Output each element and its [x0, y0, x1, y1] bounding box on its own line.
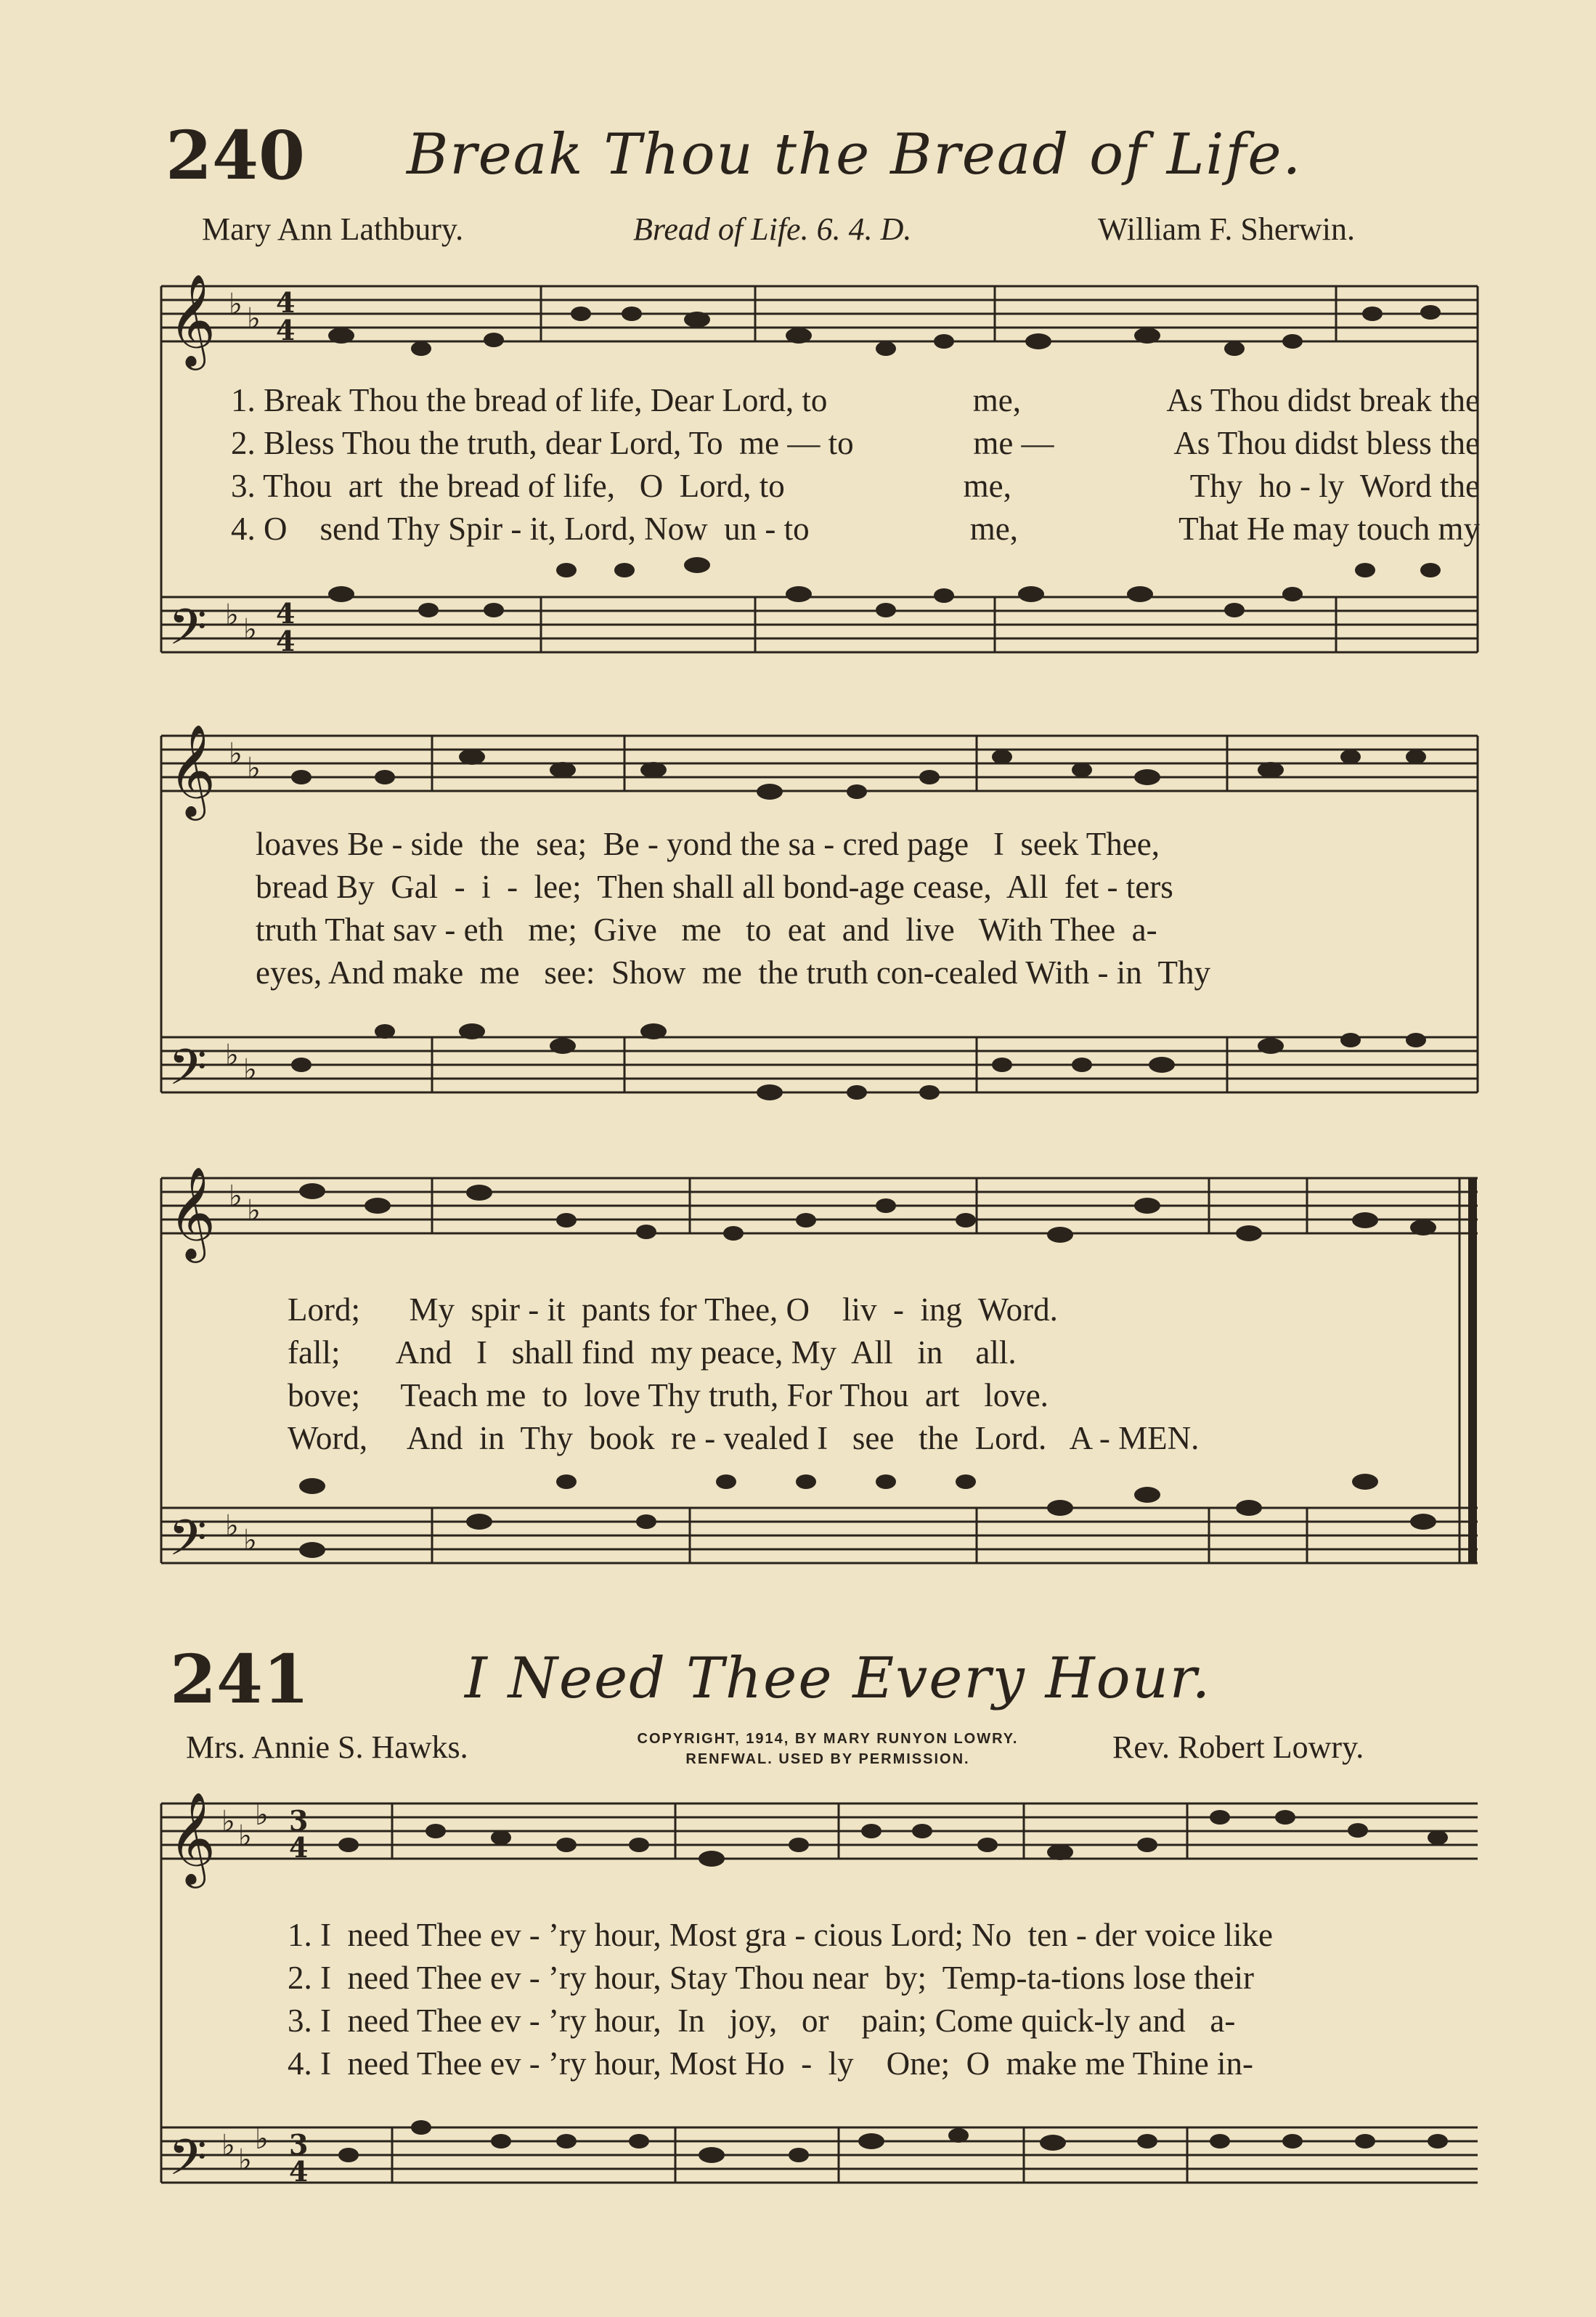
lyric-segment: As Thou didst bless the — [1173, 425, 1480, 461]
lyric-line: bove; Teach me to love Thy truth, For Thou art love. — [288, 1377, 1049, 1413]
svg-text:4: 4 — [289, 1831, 309, 1864]
hymn-author: Mrs. Annie S. Hawks. — [186, 1729, 468, 1765]
svg-text:♭: ♭ — [238, 1819, 252, 1853]
svg-text:𝄢: 𝄢 — [168, 1510, 207, 1579]
svg-text:𝄞: 𝄞 — [168, 1166, 216, 1259]
svg-text:4: 4 — [289, 2155, 309, 2188]
hymn-title: Break Thou the Bread of Life. — [407, 122, 1303, 187]
lyric-segment: me, — [963, 468, 1011, 504]
lyric-line — [231, 381, 1480, 419]
lyric-line: Word, And in Thy book re - vealed I see the Lord. A - MEN. — [288, 1420, 1200, 1456]
svg-text:4: 4 — [276, 286, 296, 319]
lyric-segment: 2. Bless Thou the truth, dear Lord, To me — to — [231, 425, 854, 461]
svg-text:𝄞: 𝄞 — [168, 1791, 216, 1884]
svg-text:♭: ♭ — [255, 1798, 269, 1832]
lyric-segment: 3. Thou art the bread of life, O Lord, to — [231, 468, 785, 504]
lyric-line: loaves Be - side the sea; Be - yond the sa - cred page I seek Thee, — [256, 826, 1160, 862]
svg-text:♭: ♭ — [225, 598, 239, 632]
lyric-segment: 4. O send Thy Spir - it, Lord, Now un - to — [231, 511, 810, 547]
svg-text:♭: ♭ — [225, 1039, 239, 1072]
hymn-number: 240 — [166, 116, 306, 195]
svg-text:♭: ♭ — [255, 2122, 269, 2156]
lyric-segment: 1. Break Thou the bread of life, Dear Lord, to — [231, 382, 828, 418]
svg-text:𝄢: 𝄢 — [168, 2130, 207, 2199]
lyric-line: eyes, And make me see: Show me the truth con-cealed With - in Thy — [256, 954, 1210, 991]
lyric-line: truth That sav - eth me; Give me to eat and live With Thee a- — [256, 912, 1157, 948]
svg-text:♭: ♭ — [221, 1805, 235, 1838]
svg-text:♭: ♭ — [243, 613, 257, 646]
hymn-tune: Bread of Life. 6. 4. D. — [633, 211, 912, 247]
lyric-segment: Thy ho - ly Word the — [1189, 468, 1480, 504]
hymn-composer: William F. Sherwin. — [1098, 211, 1356, 247]
svg-text:4: 4 — [276, 625, 296, 657]
svg-text:𝄞: 𝄞 — [168, 723, 216, 816]
copyright-line: RENFWAL. USED BY PERMISSION. — [685, 1751, 970, 1767]
svg-text:♭: ♭ — [243, 1524, 257, 1557]
hymn-author: Mary Ann Lathbury. — [202, 211, 464, 247]
svg-text:𝄞: 𝄞 — [168, 273, 216, 366]
lyric-segment: As Thou didst break the — [1166, 382, 1480, 418]
hymn-number: 241 — [170, 1640, 310, 1719]
lyric-line: fall; And I shall find my peace, My All in all. — [288, 1334, 1017, 1371]
copyright-line: COPYRIGHT, 1914, BY MARY RUNYON LOWRY. — [637, 1731, 1019, 1747]
lyric-segment: That He may touch my — [1178, 511, 1480, 547]
svg-text:♭: ♭ — [229, 288, 243, 321]
svg-text:♭: ♭ — [225, 1509, 239, 1543]
lyric-line: 2. I need Thee ev - ’ry hour, Stay Thou near by; Temp-ta-tions lose their — [288, 1960, 1254, 1996]
svg-text:♭: ♭ — [247, 1194, 261, 1228]
lyric-line: bread By Gal - i - lee; Then shall all bond-age cease, All fet - ters — [256, 869, 1173, 905]
lyric-segment: me — — [973, 425, 1054, 461]
lyric-line: 4. I need Thee ev - ’ry hour, Most Ho - ly One; O make me Thine in- — [288, 2045, 1253, 2082]
svg-text:4: 4 — [276, 314, 296, 346]
svg-text:3: 3 — [289, 2128, 309, 2161]
svg-text:♭: ♭ — [221, 2129, 235, 2162]
lyric-line: Lord; My spir - it pants for Thee, O liv - ing Word. — [288, 1291, 1058, 1328]
copyright-notice — [559, 1729, 1096, 1769]
svg-text:♭: ♭ — [229, 1180, 243, 1213]
svg-text:𝄢: 𝄢 — [168, 1039, 207, 1108]
svg-text:4: 4 — [276, 597, 296, 630]
svg-text:𝄢: 𝄢 — [168, 599, 207, 668]
lyric-line — [231, 467, 1480, 505]
lyric-line — [231, 424, 1480, 462]
lyric-segment: me, — [969, 511, 1018, 547]
lyric-line: 1. I need Thee ev - ’ry hour, Most gra - cious Lord; No ten - der voice like — [288, 1917, 1273, 1953]
svg-text:3: 3 — [289, 1804, 309, 1837]
lyric-line: 3. I need Thee ev - ’ry hour, In joy, or pain; Come quick-ly and a- — [288, 2002, 1236, 2039]
svg-text:♭: ♭ — [243, 1053, 257, 1087]
hymn-title: I Need Thee Every Hour. — [465, 1646, 1212, 1711]
svg-text:♭: ♭ — [247, 752, 261, 785]
svg-text:♭: ♭ — [247, 302, 261, 336]
lyric-segment: me, — [972, 382, 1021, 418]
svg-text:♭: ♭ — [229, 737, 243, 771]
lyric-line — [231, 510, 1480, 548]
svg-text:♭: ♭ — [238, 2143, 252, 2177]
hymn-composer: Rev. Robert Lowry. — [1112, 1729, 1364, 1765]
